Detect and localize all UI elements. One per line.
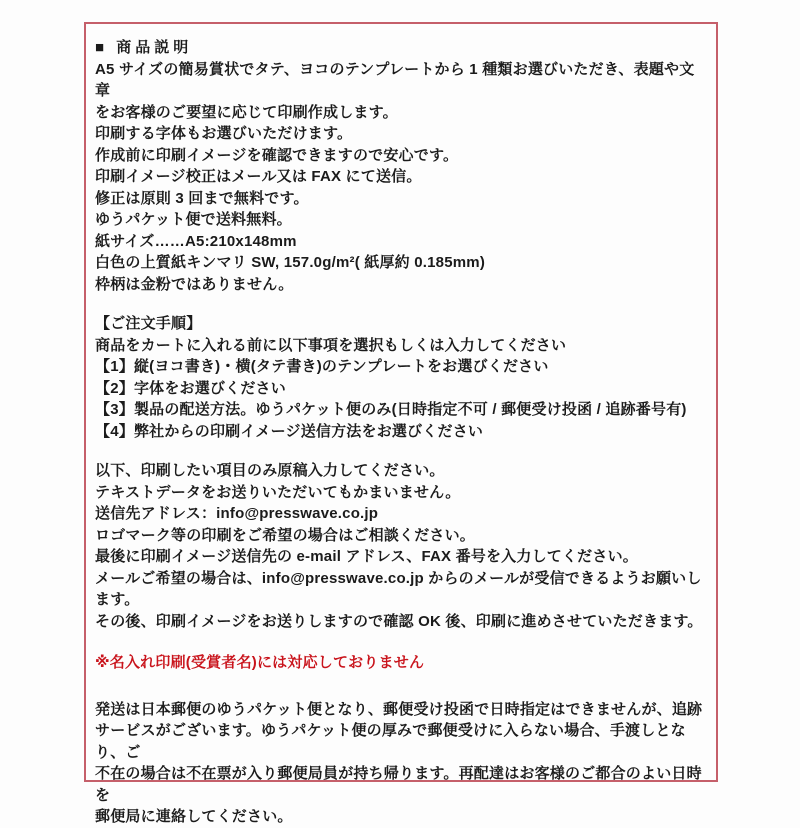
text-line: ゆうパケット便で送料無料。 bbox=[95, 211, 292, 228]
text-line: 紙サイズ……A5:210x148mm bbox=[95, 232, 297, 250]
text-line: ロゴマーク等の印刷をご希望の場合はご相談ください。 bbox=[95, 526, 476, 544]
text-line: 以下、印刷したい項目のみ原稿入力してください。 bbox=[95, 462, 445, 479]
text-line: 郵便局に連絡してください。 bbox=[95, 808, 293, 825]
text-line: その後、印刷イメージをお送りしますので確認 OK 後、印刷に進めさせていただきます。 bbox=[95, 612, 703, 630]
product-description-heading: ■ 商品説明 bbox=[95, 39, 193, 56]
section-manuscript-instructions bbox=[95, 460, 708, 632]
warning-no-name-printing bbox=[95, 652, 708, 674]
text-line: 【3】製品の配送方法。ゆうパケット便のみ(日時指定不可 / 郵便受け投函 / 追跡番号有) bbox=[95, 401, 687, 418]
text-line: 最後に印刷イメージ送信先の e-mail アドレス、FAX 番号を入力してください。 bbox=[95, 548, 638, 565]
text-line: 不在の場合は不在票が入り郵便局員が持ち帰ります。再配達はお客様のご都合のよい日時を bbox=[95, 765, 702, 804]
product-description-panel bbox=[84, 22, 718, 825]
text-line: 白色の上質紙キンマリ SW, 157.0g/m²( 紙厚約 0.185mm) bbox=[95, 254, 486, 271]
warning-text: ※名入れ印刷(受賞者名)には対応しておりません bbox=[95, 654, 425, 671]
text-line: 印刷イメージ校正はメール又は FAX にて送信。 bbox=[95, 168, 422, 185]
text-line: をお客様のご要望に応じて印刷作成します。 bbox=[95, 103, 398, 121]
text-line: 【4】弊社からの印刷イメージ送信方法をお選びください bbox=[95, 422, 484, 440]
text-line: 商品をカートに入れる前に以下事項を選択もしくは入力してください bbox=[95, 336, 567, 354]
section-order-steps bbox=[95, 313, 708, 442]
text-line: 発送は日本郵便のゆうパケット便となり、郵便受け投函で日時指定はできませんが、追跡 bbox=[95, 700, 703, 718]
text-line: 枠柄は金粉ではありません。 bbox=[95, 275, 294, 293]
text-line: 印刷する字体もお選びいただけます。 bbox=[95, 125, 353, 142]
product-description-text bbox=[95, 59, 708, 296]
text-line: ます。 bbox=[95, 591, 140, 608]
text-line: 送信先アドレス：info@presswave.co.jp bbox=[95, 505, 379, 522]
text-line: 【1】縦(ヨコ書き)・横(タテ書き)のテンプレートをお選びください bbox=[95, 358, 549, 375]
text-line: 【ご注文手順】 bbox=[95, 315, 202, 332]
text-line: メールご希望の場合は、info@presswave.co.jp からのメールが受信できるようお願いし bbox=[95, 569, 702, 587]
section-shipping-notice bbox=[95, 699, 708, 828]
text-line: 作成前に印刷イメージを確認できますので安心です。 bbox=[95, 146, 459, 164]
text-line: テキストデータをお送りいただいてもかまいません。 bbox=[95, 483, 461, 501]
section-product-description bbox=[95, 37, 708, 295]
text-line: サービスがございます。ゆうパケット便の厚みで郵便受けに入らない場合、手渡しとなり、ご bbox=[95, 722, 686, 761]
text-line: 修正は原則 3 回まで無料です。 bbox=[95, 189, 309, 207]
text-line: 【2】字体をお選びください bbox=[95, 379, 286, 397]
text-line: A5 サイズの簡易賞状でタテ、ヨコのテンプレートから 1 種類お選びいただき、表題や文章 bbox=[95, 60, 695, 99]
